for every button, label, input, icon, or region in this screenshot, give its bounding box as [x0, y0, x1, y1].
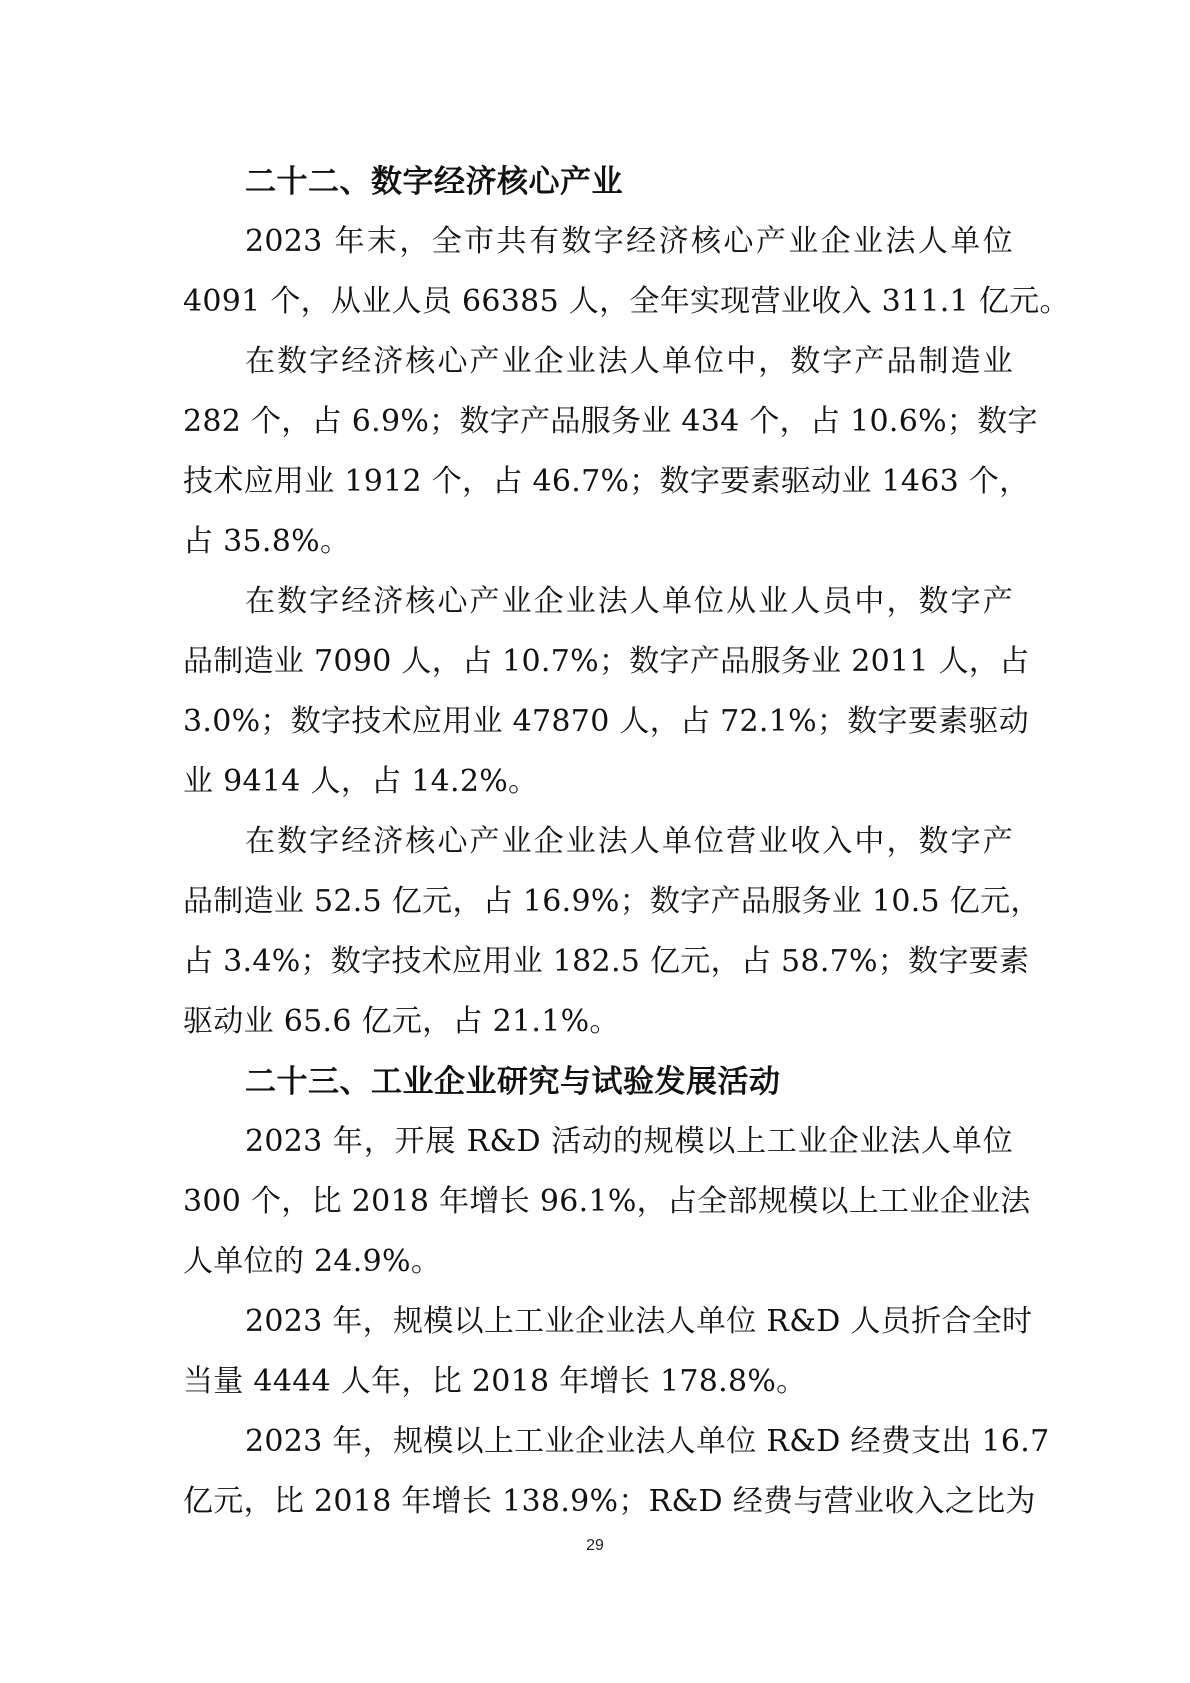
section-heading: 二十二、数字经济核心产业: [245, 164, 623, 200]
text-line: 282 个，占 6.9%；数字产品服务业 434 个，占 10.6%；数字: [183, 404, 1038, 439]
text-line: 2023 年，开展 R&D 活动的规模以上工业企业法人单位: [245, 1124, 1013, 1159]
paragraph: [183, 332, 1038, 572]
text-line: 当量 4444 人年，比 2018 年增长 178.8%。: [183, 1364, 807, 1399]
text-line: 3.0%；数字技术应用业 47870 人，占 72.1%；数字要素驱动: [183, 704, 1030, 739]
paragraph: [183, 572, 1030, 812]
text-line: 品制造业 52.5 亿元，占 16.9%；数字产品服务业 10.5 亿元，: [183, 884, 1041, 919]
paragraph: [183, 1292, 1033, 1412]
paragraph: [183, 212, 1070, 332]
text-line: 在数字经济核心产业企业法人单位营业收入中，数字产: [245, 824, 1013, 859]
text-line: 4091 个，从业人员 66385 人，全年实现营业收入 311.1 亿元。: [183, 284, 1070, 319]
page-content: [183, 152, 1070, 1532]
paragraph: [183, 812, 1041, 1052]
text-line: 驱动业 65.6 亿元，占 21.1%。: [183, 1004, 620, 1039]
page-number: 29: [586, 1537, 604, 1554]
text-line: 2023 年末，全市共有数字经济核心产业企业法人单位: [245, 224, 1013, 259]
text-line: 亿元，比 2018 年增长 138.9%；R&D 经费与营业收入之比为: [183, 1484, 1036, 1519]
text-line: 2023 年，规模以上工业企业法人单位 R&D 经费支出 16.7: [245, 1424, 1050, 1459]
text-line: 300 个，比 2018 年增长 96.1%，占全部规模以上工业企业法: [183, 1184, 1031, 1219]
text-line: 在数字经济核心产业企业法人单位从业人员中，数字产: [245, 584, 1013, 619]
paragraph: [183, 1412, 1050, 1532]
text-line: 占 3.4%；数字技术应用业 182.5 亿元，占 58.7%；数字要素: [183, 944, 1030, 979]
text-line: 技术应用业 1912 个，占 46.7%；数字要素驱动业 1463 个，: [183, 464, 1030, 499]
paragraph: [183, 1112, 1031, 1292]
text-line: 人单位的 24.9%。: [183, 1244, 442, 1279]
text-line: 占 35.8%。: [183, 524, 351, 559]
text-line: 在数字经济核心产业企业法人单位中，数字产品制造业: [245, 344, 1013, 379]
text-line: 业 9414 人，占 14.2%。: [183, 764, 539, 799]
text-line: 品制造业 7090 人，占 10.7%；数字产品服务业 2011 人，占: [183, 644, 1030, 679]
text-line: 2023 年，规模以上工业企业法人单位 R&D 人员折合全时: [245, 1304, 1033, 1339]
section-heading: 二十三、工业企业研究与试验发展活动: [245, 1064, 781, 1100]
